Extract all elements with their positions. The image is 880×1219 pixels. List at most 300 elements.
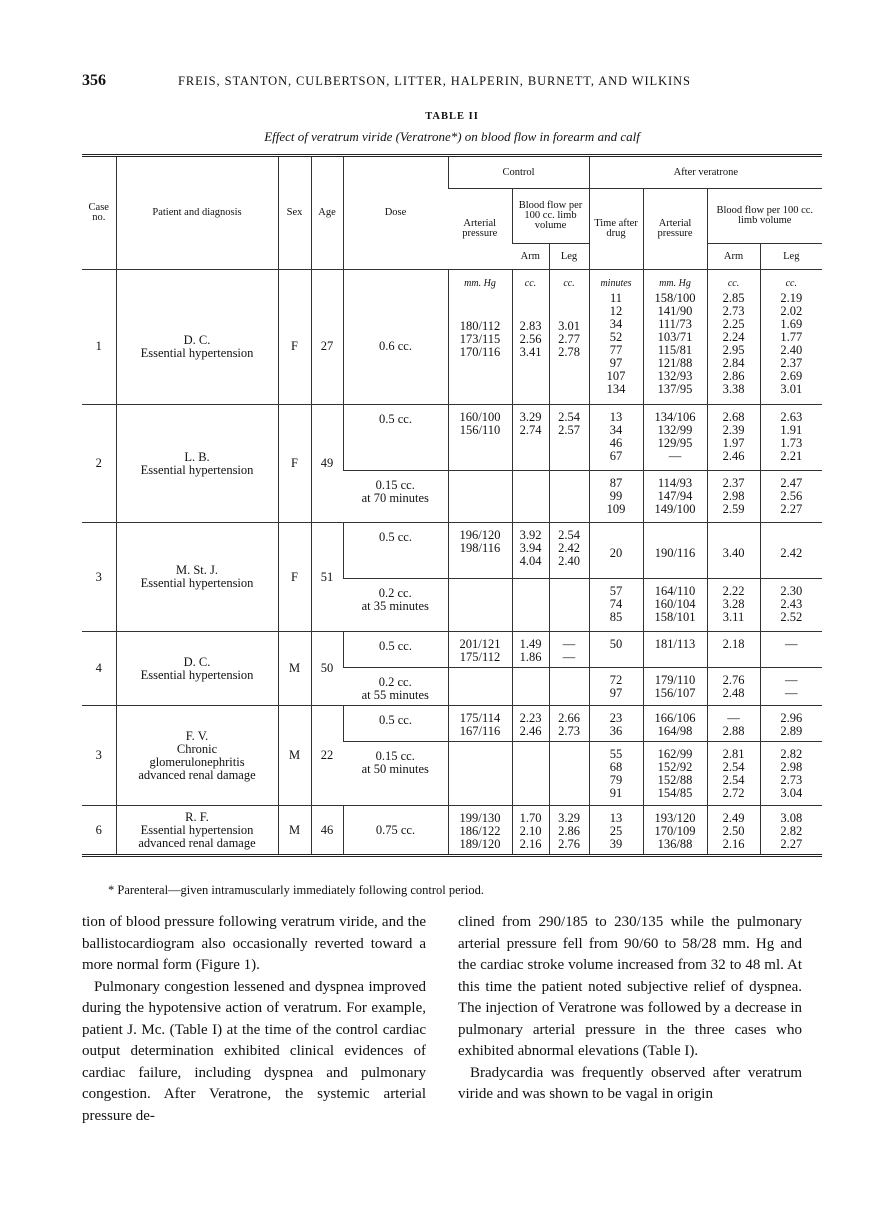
control-pressure [448, 405, 512, 471]
control-arm-flow [512, 290, 549, 405]
after-leg-flow-value: 2.82 [780, 747, 803, 761]
after-leg-flow-value: 2.37 [780, 355, 803, 370]
after-arm-flow-value: — [727, 711, 740, 725]
after-arm-flow-value: 3.40 [722, 546, 745, 560]
after-leg-flow-value: 2.47 [780, 476, 803, 490]
control-leg-flow-value: 2.66 [558, 711, 580, 725]
control-leg-flow [549, 632, 589, 668]
patient-diagnosis [116, 405, 278, 523]
diagnosis-line: Essential hypertension [140, 667, 254, 682]
patient-initials: D. C. [183, 332, 211, 347]
control-leg-flow [549, 523, 589, 579]
dose [343, 742, 448, 806]
time-after-drug-value: 13 [609, 410, 623, 424]
diagnosis-line: glomerulonephritis [149, 754, 245, 769]
control-pressure-value: 199/130 [459, 811, 501, 825]
after-arm-flow [707, 405, 760, 471]
control-arm-flow-value: 2.56 [519, 331, 542, 346]
control-leg-flow-value: 2.54 [558, 410, 580, 424]
dose-amount: 0.2 cc. [378, 675, 412, 689]
dose-amount: 0.5 cc. [379, 412, 412, 426]
after-arm-flow-value: 3.11 [722, 610, 745, 624]
dose [343, 523, 448, 579]
after-leg-flow [760, 668, 822, 706]
control-arm-flow-value: 3.94 [519, 541, 542, 555]
after-pressure-value: 132/99 [657, 423, 693, 437]
time-after-drug [589, 742, 643, 806]
control-pressure-value: 170/116 [459, 344, 501, 359]
after-pressure-value: 152/92 [657, 760, 693, 774]
dose-amount: 0.5 cc. [379, 713, 412, 727]
time-after-drug-value: 107 [606, 368, 626, 383]
after-arm-flow-value: 2.95 [722, 342, 745, 357]
case-number: 1 [95, 339, 102, 354]
after-arm-flow-value: 2.24 [722, 329, 745, 344]
time-after-drug-value: 109 [606, 502, 626, 516]
time-after-drug-value: 97 [609, 686, 623, 700]
control-leg-flow-value: 2.40 [558, 554, 580, 568]
control-leg-flow [549, 405, 589, 471]
control-pressure-value: 198/116 [459, 541, 501, 555]
body-left-column [82, 912, 426, 1127]
control-leg-flow-value: 2.78 [558, 344, 580, 359]
after-pressure-value: 166/106 [654, 711, 696, 725]
after-arm-flow-value: 2.54 [722, 773, 745, 787]
control-leg-flow-value: 2.76 [558, 837, 580, 851]
dose [343, 290, 448, 405]
after-leg-flow-value: 2.42 [780, 546, 803, 560]
time-after-drug [589, 632, 643, 668]
control-arm-flow-value: 3.92 [519, 528, 542, 542]
patient-age: 49 [311, 405, 343, 523]
header-ctrl-leg: Leg [549, 244, 589, 270]
unit-ctrl-leg: cc. [549, 270, 589, 290]
after-pressure-value: 193/120 [654, 811, 696, 825]
after-arm-flow-value: 2.86 [722, 368, 745, 383]
time-after-drug-value: 12 [609, 303, 623, 318]
control-arm-flow [512, 579, 549, 632]
control-leg-flow [549, 706, 589, 742]
time-after-drug-value: 55 [609, 747, 623, 761]
patient-sex: F [278, 405, 311, 523]
after-arm-flow-value: 2.37 [722, 476, 745, 490]
control-pressure-value: 173/115 [459, 331, 501, 346]
time-after-drug-value: 52 [609, 329, 623, 344]
after-leg-flow-value: 2.52 [780, 610, 803, 624]
after-arm-flow-value: 3.38 [722, 381, 745, 396]
after-leg-flow-value: 2.69 [780, 368, 803, 383]
time-after-drug [589, 290, 643, 405]
dose-amount: 0.6 cc. [379, 339, 412, 354]
table-body [82, 270, 822, 856]
diagnosis-line: Essential hypertension [140, 822, 254, 837]
after-arm-flow-value: 2.18 [722, 637, 745, 651]
control-leg-flow-value: 3.29 [558, 811, 580, 825]
patient-diagnosis [116, 806, 278, 856]
control-arm-flow [512, 632, 549, 668]
patient-sex: M [278, 806, 311, 856]
after-arm-flow-value: 3.28 [722, 597, 745, 611]
after-arm-flow-value: 2.48 [722, 686, 745, 700]
after-arm-flow [707, 668, 760, 706]
header-ctrl-blood-flow: Blood flow per 100 cc. limb volume [512, 189, 589, 244]
time-after-drug-value: 57 [609, 584, 623, 598]
control-leg-flow [549, 579, 589, 632]
table-row [82, 290, 822, 405]
case-number: 3 [82, 706, 116, 806]
time-after-drug [589, 706, 643, 742]
unit-after-leg: cc. [760, 270, 822, 290]
table-label: TABLE II [425, 111, 479, 122]
control-pressure [448, 579, 512, 632]
header-sex: Sex [278, 156, 311, 270]
control-leg-flow-value: 2.77 [558, 331, 580, 346]
control-pressure-value: 160/100 [459, 410, 501, 424]
after-pressure-value: 114/93 [657, 476, 693, 490]
time-after-drug [589, 806, 643, 856]
after-leg-flow-value: 2.40 [780, 342, 803, 357]
dose [343, 706, 448, 742]
header-dose: Dose [343, 156, 448, 270]
after-leg-flow [760, 806, 822, 856]
after-pressure-value: 158/101 [654, 610, 696, 624]
after-pressure [643, 471, 707, 523]
after-arm-flow-value: 2.81 [722, 747, 745, 761]
after-pressure-value: 152/88 [657, 773, 693, 787]
after-leg-flow-value: 1.73 [780, 436, 803, 450]
control-leg-flow [549, 668, 589, 706]
control-leg-flow [549, 742, 589, 806]
header-ctrl-arterial-pressure: Arterial pressure [448, 189, 512, 270]
dose-time: at 50 minutes [361, 762, 429, 776]
after-pressure-value: 129/95 [657, 436, 693, 450]
time-after-drug-value: 23 [609, 711, 623, 725]
after-leg-flow-value: 2.02 [780, 303, 803, 318]
control-arm-flow-value: 2.16 [519, 837, 542, 851]
after-pressure-value: 149/100 [654, 502, 696, 516]
after-arm-flow-value: 2.22 [722, 584, 745, 598]
after-pressure-value: 147/94 [657, 489, 693, 503]
control-leg-flow [549, 290, 589, 405]
after-pressure [643, 579, 707, 632]
unit-after-arm: cc. [707, 270, 760, 290]
patient-age: 46 [311, 806, 343, 856]
control-leg-flow-value: — [562, 650, 576, 664]
after-leg-flow-value: 3.04 [780, 786, 803, 800]
time-after-drug [589, 668, 643, 706]
patient-sex: M [278, 632, 311, 706]
time-after-drug-value: 134 [606, 381, 626, 396]
control-arm-flow-value: 2.83 [519, 318, 542, 333]
after-arm-flow-value: 1.97 [722, 436, 745, 450]
control-pressure [448, 523, 512, 579]
time-after-drug-value: 79 [609, 773, 623, 787]
case-number: 4 [82, 632, 116, 706]
dose [343, 405, 448, 471]
after-arm-flow [707, 706, 760, 742]
header-patient: Patient and diagnosis [116, 156, 278, 270]
time-after-drug-value: 50 [609, 637, 623, 651]
header-after-arm: Arm [707, 244, 760, 270]
control-pressure [448, 742, 512, 806]
after-leg-flow [760, 632, 822, 668]
control-arm-flow-value: 3.29 [519, 410, 542, 424]
dose [343, 579, 448, 632]
control-pressure [448, 632, 512, 668]
after-leg-flow [760, 523, 822, 579]
after-arm-flow-value: 2.85 [722, 290, 745, 305]
after-pressure [643, 290, 707, 405]
patient-initials: D. C. [183, 654, 211, 669]
time-after-drug-value: 46 [609, 436, 623, 450]
table-row [82, 706, 822, 742]
dose-amount: 0.5 cc. [379, 530, 412, 544]
control-arm-flow-value: 2.23 [519, 711, 542, 725]
after-pressure-value: 164/110 [654, 584, 696, 598]
after-pressure-value: 179/110 [654, 673, 696, 687]
body-paragraph: Bradycardia was frequently observed after veratrum viride and was shown to be vagal in origin [458, 1064, 802, 1102]
after-pressure-value: 156/107 [654, 686, 696, 700]
patient-age: 50 [311, 632, 343, 706]
after-arm-flow-value: 2.98 [722, 489, 745, 503]
after-arm-flow-value: 2.54 [722, 760, 745, 774]
after-pressure-value: 121/88 [657, 355, 693, 370]
header-age: Age [311, 156, 343, 270]
after-arm-flow-value: 2.50 [722, 824, 745, 838]
after-leg-flow-value: 2.27 [780, 837, 803, 851]
after-pressure-value: — [668, 449, 682, 463]
control-pressure-value: 175/114 [459, 711, 501, 725]
after-leg-flow-value: 1.69 [780, 316, 803, 331]
dose-time: at 55 minutes [361, 688, 429, 702]
after-pressure [643, 706, 707, 742]
time-after-drug-value: 34 [609, 423, 623, 437]
after-arm-flow [707, 632, 760, 668]
after-leg-flow-value: 2.30 [780, 584, 803, 598]
header-after-veratrone: After veratrone [589, 156, 822, 189]
control-pressure-value: 201/121 [459, 637, 501, 651]
after-arm-flow [707, 471, 760, 523]
body-paragraph: tion of blood pressure following veratrum viride, and the ballistocardiogram also occasionally reverted toward a more normal form (Figure 1). [82, 914, 426, 973]
patient-initials: L. B. [184, 449, 210, 464]
table-row [82, 632, 822, 668]
diagnosis-line: Essential hypertension [140, 576, 254, 590]
after-arm-flow-value: 2.72 [722, 786, 745, 800]
after-arm-flow-value: 2.16 [722, 837, 745, 851]
after-pressure-value: 154/85 [657, 786, 693, 800]
body-paragraph: clined from 290/185 to 230/135 while the pulmonary arterial pressure fell from 90/60 to 58/28 mm. Hg and the cardiac stroke volume increased from 32 to 48 ml. At this time the patient noted subjective relief of dyspnea. The injection of Veratrone was followed by a decrease in pulmonary arterial pressure in the three cases who exhibited abnormal elevations (Table I). [458, 914, 802, 1059]
diagnosis-line: advanced renal damage [138, 835, 256, 850]
control-arm-flow-value: 1.49 [519, 637, 542, 651]
after-pressure-value: 170/109 [654, 824, 696, 838]
units-row [82, 270, 822, 290]
time-after-drug-value: 87 [609, 476, 623, 490]
after-arm-flow-value: 2.25 [722, 316, 745, 331]
table-row [82, 806, 822, 856]
control-arm-flow [512, 706, 549, 742]
control-arm-flow-value: 4.04 [519, 554, 542, 568]
time-after-drug-value: 97 [609, 355, 623, 370]
after-pressure-value: 160/104 [654, 597, 696, 611]
after-leg-flow-value: — [785, 637, 798, 651]
time-after-drug-value: 67 [609, 449, 623, 463]
control-arm-flow-value: 1.70 [519, 811, 542, 825]
control-leg-flow-value: 2.57 [558, 423, 580, 437]
after-leg-flow [760, 706, 822, 742]
time-after-drug-value: 91 [609, 786, 623, 800]
after-arm-flow [707, 579, 760, 632]
control-arm-flow [512, 742, 549, 806]
time-after-drug-value: 77 [609, 342, 623, 357]
after-leg-flow-value: — [785, 673, 798, 687]
time-after-drug [589, 471, 643, 523]
after-pressure [643, 405, 707, 471]
body-paragraph: Pulmonary congestion lessened and dyspnea improved during the hypotensive action of veratrum. For example, patient J. Mc. (Table I) at the time of the control cardiac output determination exhibited clinical evidences of cardiac failure, including dyspnea and pulmonary congestion. After Veratrone, the systemic arterial pressure de- [82, 978, 426, 1124]
time-after-drug-value: 39 [609, 837, 623, 851]
diagnosis-line: Essential hypertension [140, 345, 254, 360]
after-arm-flow [707, 742, 760, 806]
patient-age: 27 [311, 290, 343, 405]
control-pressure-value: 156/110 [459, 423, 501, 437]
patient-diagnosis [116, 706, 278, 806]
dose-time: at 70 minutes [361, 491, 429, 505]
after-leg-flow-value: 2.96 [780, 711, 803, 725]
control-arm-flow [512, 806, 549, 856]
header-after-arterial-pressure: Arterial pressure [643, 189, 707, 270]
after-leg-flow-value: 2.56 [780, 489, 803, 503]
after-leg-flow [760, 742, 822, 806]
control-arm-flow-value: 2.10 [519, 824, 542, 838]
control-arm-flow [512, 668, 549, 706]
patient-sex: M [278, 706, 311, 806]
control-pressure [448, 668, 512, 706]
after-arm-flow-value: 2.84 [722, 355, 745, 370]
diagnosis-line: advanced renal damage [138, 767, 256, 782]
control-pressure-value: 189/120 [459, 837, 501, 851]
time-after-drug-value: 99 [609, 489, 623, 503]
unit-ctrl-arm: cc. [512, 270, 549, 290]
after-leg-flow-value: 3.08 [780, 811, 803, 825]
time-after-drug-value: 11 [609, 290, 623, 305]
time-after-drug-value: 25 [609, 824, 623, 838]
control-pressure-value: 175/112 [459, 650, 501, 664]
after-leg-flow-value: 2.43 [780, 597, 803, 611]
dose [343, 668, 448, 706]
case-number: 6 [82, 806, 116, 856]
patient-age: 22 [311, 706, 343, 806]
patient-diagnosis [116, 632, 278, 706]
after-arm-flow-value: 2.73 [722, 303, 745, 318]
after-leg-flow-value: 2.82 [780, 824, 803, 838]
header-time-after-drug: Time after drug [589, 189, 643, 270]
time-after-drug-value: 20 [609, 546, 623, 560]
after-pressure [643, 806, 707, 856]
diagnosis-line: Essential hypertension [140, 462, 254, 477]
control-leg-flow-value: 2.42 [558, 541, 580, 555]
after-leg-flow [760, 290, 822, 405]
diagnosis-line: Chronic [176, 741, 218, 756]
blood-flow-table [82, 154, 822, 857]
time-after-drug-value: 68 [609, 760, 623, 774]
control-arm-flow-value: 3.41 [519, 344, 542, 359]
after-leg-flow-value: 2.27 [780, 502, 803, 516]
unit-ctrl-pressure: mm. Hg [448, 270, 512, 290]
after-arm-flow-value: 2.59 [722, 502, 745, 516]
time-after-drug-value: 34 [609, 316, 623, 331]
control-leg-flow-value: 3.01 [558, 318, 580, 333]
unit-time: minutes [589, 270, 643, 290]
control-pressure-value: 186/122 [459, 824, 501, 838]
after-pressure-value: 162/99 [657, 747, 693, 761]
header-control: Control [448, 156, 589, 189]
control-arm-flow-value: 2.74 [519, 423, 542, 437]
table-footnote: * Parenteral—given intramuscularly immediately following control period. [108, 883, 484, 897]
after-arm-flow [707, 523, 760, 579]
after-pressure-value: 136/88 [657, 837, 693, 851]
control-leg-flow-value: 2.54 [558, 528, 580, 542]
after-pressure-value: 103/71 [657, 329, 693, 344]
header-after-leg: Leg [760, 244, 822, 270]
patient-initials: R. F. [185, 809, 209, 824]
after-leg-flow-value: 1.77 [780, 329, 803, 344]
time-after-drug-value: 85 [609, 610, 623, 624]
control-pressure-value: 196/120 [459, 528, 501, 542]
control-pressure [448, 706, 512, 742]
control-arm-flow-value: 2.46 [519, 724, 542, 738]
body-right-column [458, 912, 802, 1106]
control-leg-flow [549, 806, 589, 856]
control-leg-flow-value: 2.86 [558, 824, 580, 838]
dose-time: at 35 minutes [361, 599, 429, 613]
control-pressure [448, 290, 512, 405]
after-pressure-value: 134/106 [654, 410, 696, 424]
control-leg-flow-value: 2.73 [558, 724, 580, 738]
after-pressure-value: 111/73 [658, 316, 692, 331]
dose-amount: 0.5 cc. [379, 639, 412, 653]
after-arm-flow-value: 2.46 [722, 449, 745, 463]
header-case-no: Case no. [82, 156, 116, 270]
after-pressure [643, 523, 707, 579]
after-pressure-value: 137/95 [657, 381, 693, 396]
after-arm-flow-value: 2.88 [722, 724, 745, 738]
patient-initials: M. St. J. [175, 563, 219, 577]
after-leg-flow-value: 2.21 [780, 449, 803, 463]
case-number: 2 [82, 405, 116, 523]
control-arm-flow [512, 471, 549, 523]
patient-sex: F [278, 290, 311, 405]
after-leg-flow-value: 2.19 [780, 290, 803, 305]
after-pressure-value: 190/116 [654, 546, 696, 560]
control-arm-flow-value: 1.86 [519, 650, 542, 664]
dose-amount: 0.15 cc. [375, 749, 415, 763]
after-leg-flow-value: 3.01 [780, 381, 803, 396]
after-pressure [643, 632, 707, 668]
after-pressure-value: 158/100 [654, 290, 696, 305]
control-pressure-value: 180/112 [459, 318, 501, 333]
after-pressure-value: 164/98 [657, 724, 693, 738]
table-row [82, 523, 822, 579]
table-row [82, 405, 822, 471]
header-ctrl-arm: Arm [512, 244, 549, 270]
after-leg-flow-value: 2.89 [780, 724, 803, 738]
table-title: Effect of veratrum viride (Veratrone*) on blood flow in forearm and calf [264, 129, 640, 144]
after-arm-flow-value: 2.49 [722, 811, 745, 825]
dose [343, 471, 448, 523]
patient-initials: F. V. [185, 728, 209, 743]
after-pressure-value: 132/93 [657, 368, 693, 383]
page-number: 356 [82, 72, 106, 89]
control-pressure [448, 471, 512, 523]
